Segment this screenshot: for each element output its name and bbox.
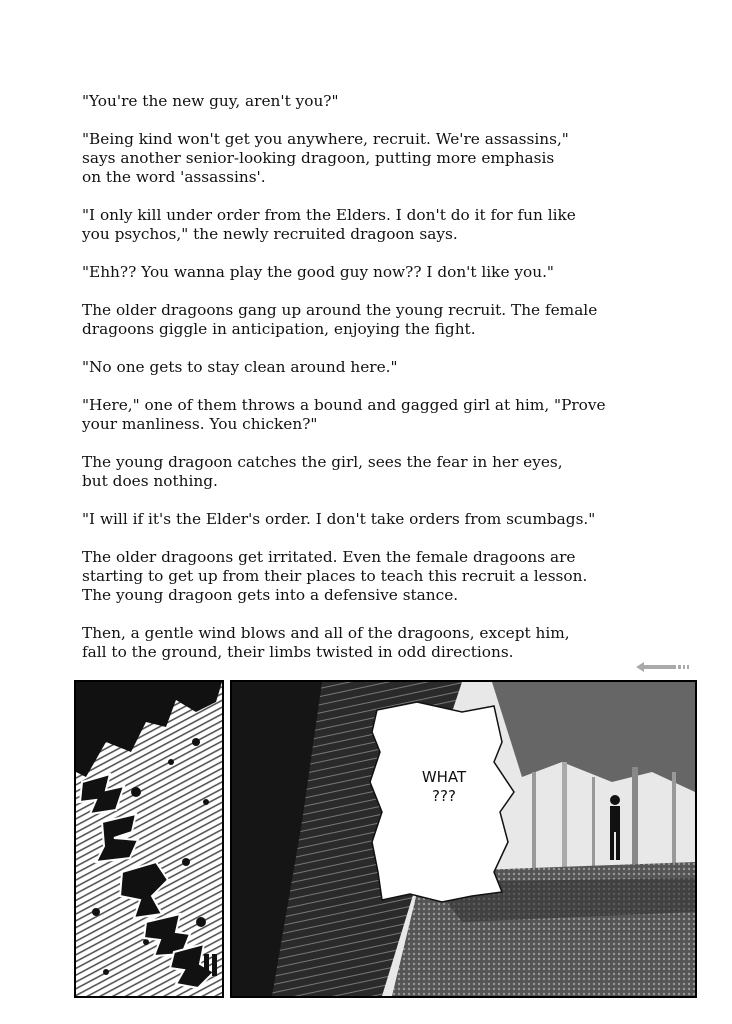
prose-paragraph-4: "Ehh?? You wanna play the good guy now?? I don't like you." bbox=[82, 263, 554, 281]
prose-paragraph-8: The young dragoon catches the girl, sees the fear in her eyes, but does nothing. bbox=[82, 453, 563, 490]
prose-paragraph-9: "I will if it's the Elder's order. I don't take orders from scumbags." bbox=[82, 510, 596, 528]
prose-paragraph-3: "I only kill under order from the Elders. I don't do it for fun like you psychos," the newly recruited dragoon says. bbox=[82, 206, 576, 243]
comic-panel-right bbox=[230, 680, 697, 998]
reading-direction-arrow-icon bbox=[636, 660, 692, 674]
speech-bubble bbox=[396, 768, 492, 806]
speech-bubble-line-2: ??? bbox=[432, 787, 456, 805]
prose-paragraph-7: "Here," one of them throws a bound and gagged girl at him, "Prove your manliness. You chicken?" bbox=[82, 396, 606, 433]
speech-bubble-line-1: WHAT bbox=[421, 768, 467, 786]
prose-paragraph-1: "You're the new guy, aren't you?" bbox=[82, 92, 339, 110]
comic-panel-left bbox=[74, 680, 224, 998]
prose-paragraph-10: The older dragoons get irritated. Even the female dragoons are starting to get up from their places to teach this recruit a lesson. The young dragoon gets into a defensive stance. bbox=[82, 548, 588, 604]
prose-paragraph-6: "No one gets to stay clean around here." bbox=[82, 358, 398, 376]
prose-paragraph-5: The older dragoons gang up around the young recruit. The female dragoons giggle in anticipation, enjoying the fight. bbox=[82, 301, 598, 338]
story-prose bbox=[82, 92, 672, 681]
prose-paragraph-2: "Being kind won't get you anywhere, recruit. We're assassins," says another senior-looking dragoon, putting more emphasis on the word 'assassins'. bbox=[82, 130, 569, 186]
prose-paragraph-11: Then, a gentle wind blows and all of the dragoons, except him, fall to the ground, their limbs twisted in odd directions. bbox=[82, 624, 570, 661]
